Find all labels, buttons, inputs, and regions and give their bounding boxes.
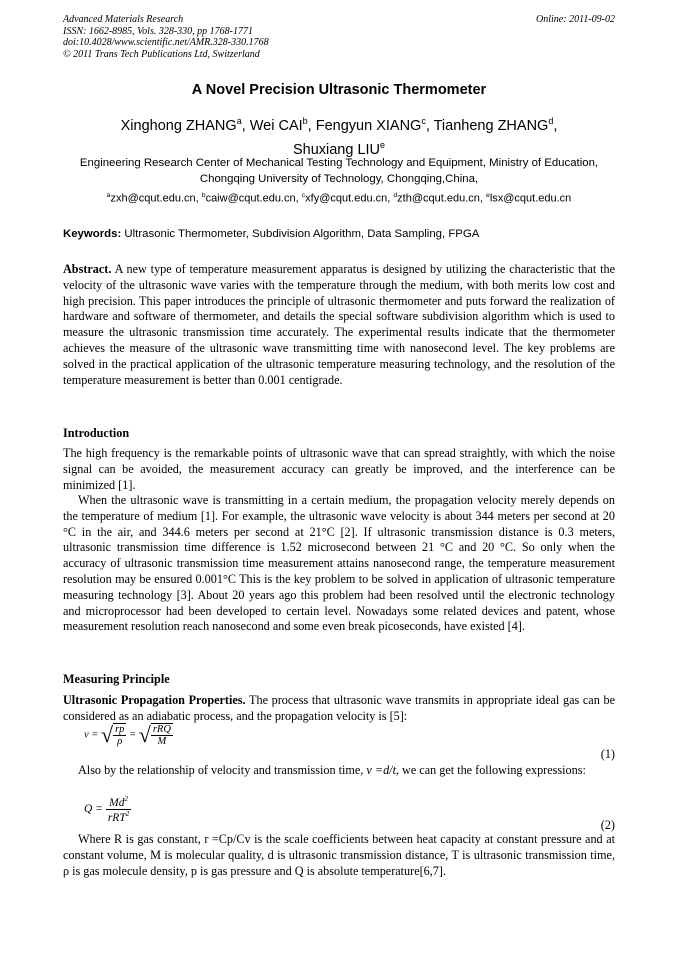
affiliation: Engineering Research Center of Mechanical Testing Technology and Equipment, Ministry of Education, Chongqing University of Technology, Chongqing,China, — [79, 157, 599, 185]
eq2-den-text: rRT — [107, 811, 126, 824]
author-sup: c — [421, 116, 426, 126]
section-heading-introduction: Introduction — [63, 426, 130, 440]
eq1-fraction-2 — [151, 723, 173, 747]
eq2-den-sup: 2 — [125, 809, 130, 818]
eq2-num-text: Md — [109, 796, 125, 809]
intro-paragraph-2: When the ultrasonic wave is transmitting in a certain medium, the propagation velocity merely depends on the temperature of medium [1]. For example, the ultrasonic wave velocity is about 344 meters per second at 20 °C in the air, and 344.6 meters per second at 21°C [2]. If ultrasonic transmission distance is 0.3 meters, ultrasonic transmission time difference is 1.52 microsecond between 21 °C and 20 °C. So only when the accuracy of ultrasonic transmission time measurement attains nanosecond range, the temperature measurement resolution may be ensured 0.001°C This is the key problem to be solved in application of ultrasonic temperature measuring technology [3]. About 20 years ago this problem had been resolved until the electronic technology and microprocessor had been developed to certain level. Nowadays some related devices and patent, whose measurement resolution reach nanosecond and some even break picoseconds, have existed [4]. — [63, 493, 615, 634]
online-date: Online: 2011-09-02 — [536, 14, 615, 25]
eq1-num-2: rRQ — [152, 724, 171, 735]
author-list: Xinghong ZHANG$^a$, Wei CAI$^b$, Fengyun XIANG$^c$, Tianheng ZHANG$^d$, Shuxiang LIU$^e$ — [120, 116, 558, 158]
journal-name: Advanced Materials Research — [63, 14, 184, 25]
keywords-text: Ultrasonic Thermometer, Subdivision Algorithm, Data Sampling, FPGA — [124, 228, 480, 240]
keywords — [63, 228, 615, 240]
author-name: Wei CAI — [249, 117, 303, 134]
email-sup: c — [301, 192, 306, 199]
author-name: Tianheng ZHANG — [433, 117, 549, 134]
email-sup: a — [106, 192, 111, 199]
email-sup: b — [201, 192, 206, 199]
abstract — [63, 262, 615, 388]
eq2-numerator — [106, 795, 131, 810]
velocity-text-suffix: , we can get the following expressions: — [395, 763, 586, 777]
propagation-paragraph — [63, 693, 615, 725]
eq2-fraction — [106, 795, 131, 824]
abstract-label: Abstract. — [63, 262, 112, 276]
issn-line: ISSN: 1662-8985, Vols. 328-330, pp 1768-1771 — [63, 25, 253, 37]
author-sup: b — [302, 116, 308, 126]
eq1-num-1: rp — [115, 724, 125, 735]
section-heading-measuring-principle: Measuring Principle — [63, 672, 170, 686]
author-sup: e — [380, 139, 386, 150]
paper-title: A Novel Precision Ultrasonic Thermometer — [191, 82, 487, 98]
eq2-num-sup: 2 — [124, 795, 128, 803]
author-sup: d — [548, 116, 554, 126]
equation-2 — [84, 795, 131, 824]
author-name: Fengyun XIANG — [315, 117, 422, 134]
email-link[interactable]: zth@cqut.edu.cn — [397, 192, 480, 205]
eq1-den-1: ρ — [117, 736, 123, 747]
copyright-line: © 2011 Trans Tech Publications Ltd, Switzerland — [63, 48, 260, 60]
velocity-paragraph — [63, 763, 615, 779]
eq1-den-2: M — [157, 736, 167, 747]
email-link[interactable]: caiw@cqut.edu.cn — [205, 192, 296, 205]
eq1-equals: = — [129, 729, 137, 741]
equation-1 — [84, 722, 173, 748]
sqrt-symbol: √ — [138, 722, 151, 747]
intro-paragraph-1: The high frequency is the remarkable points of ultrasonic wave that can spread straightly, with which the noise signal can be avoided, the measurement accuracy can greatly be improved, and the interference can be minimized [1]. — [63, 446, 615, 492]
eq2-lhs: Q = — [84, 802, 103, 815]
abstract-text: A new type of temperature measurement apparatus is designed by utilizing the characteristic that the velocity of the ultrasonic wave varies with the temperature through the medium, with both merits low cost and high precision. This paper introduces the principle of ultrasonic thermometer and puts forward the realization of hardware and software of thermometer, and details the special software subdivision algorithm which is used to measure the ultrasonic transmission time accurately. The experimental results indicate that the thermometer achieves the measure of the ultrasonic wave transmitting time with nanosecond level. The key problems are solved in the practical application of the ultrasonic temperature measuring technology, and the resolution of the temperature measurement is better than 0.001 centigrade. — [63, 262, 616, 387]
email-link[interactable]: lsx@cqut.edu.cn — [489, 192, 572, 205]
variables-paragraph: Where R is gas constant, r =Cp/Cv is the scale coefficients between heat capacity at constant pressure and at constant volume, M is molecular quality, d is ultrasonic transmission distance, T is ultrasonic transmission time, ρ is gas molecule density, p is gas pressure and Q is absolute temperature[6,7]. — [63, 832, 615, 878]
propagation-subheading: Ultrasonic Propagation Properties. — [63, 693, 246, 707]
author-sup: a — [236, 116, 242, 126]
email-sup: e — [486, 192, 490, 199]
email-list: $^a$zxh@cqut.edu.cn, $^b$caiw@cqut.edu.cn, $^c$xfy@cqut.edu.cn, $^d$zth@cqut.edu.cn, $^e$lsx@cqut.edu.cn — [106, 192, 572, 205]
email-link[interactable]: xfy@cqut.edu.cn — [305, 192, 388, 205]
velocity-text-prefix: Also by the relationship of velocity and transmission time, — [78, 763, 367, 777]
author-name: Xinghong ZHANG — [120, 117, 237, 134]
email-sup: d — [393, 192, 398, 199]
journal-header — [63, 14, 615, 60]
eq1-lhs: v = — [84, 729, 99, 741]
velocity-formula: v =d/t — [366, 763, 396, 777]
doi-line[interactable]: doi:10.4028/www.scientific.net/AMR.328-330.1768 — [63, 37, 269, 48]
eq1-fraction-1 — [113, 723, 126, 747]
eq2-denominator — [106, 810, 131, 824]
keywords-label: Keywords: — [63, 228, 122, 240]
equation-1-number: (1) — [600, 747, 615, 761]
propagation-text: The process that ultrasonic wave transmits in appropriate ideal gas can be considered as an adiabatic process, and the propagation velocity is [5]: — [63, 693, 615, 723]
author-name: Shuxiang LIU — [292, 141, 381, 158]
sqrt-symbol: √ — [101, 722, 114, 747]
equation-2-number: (2) — [600, 818, 615, 832]
email-link[interactable]: zxh@cqut.edu.cn — [110, 192, 196, 205]
